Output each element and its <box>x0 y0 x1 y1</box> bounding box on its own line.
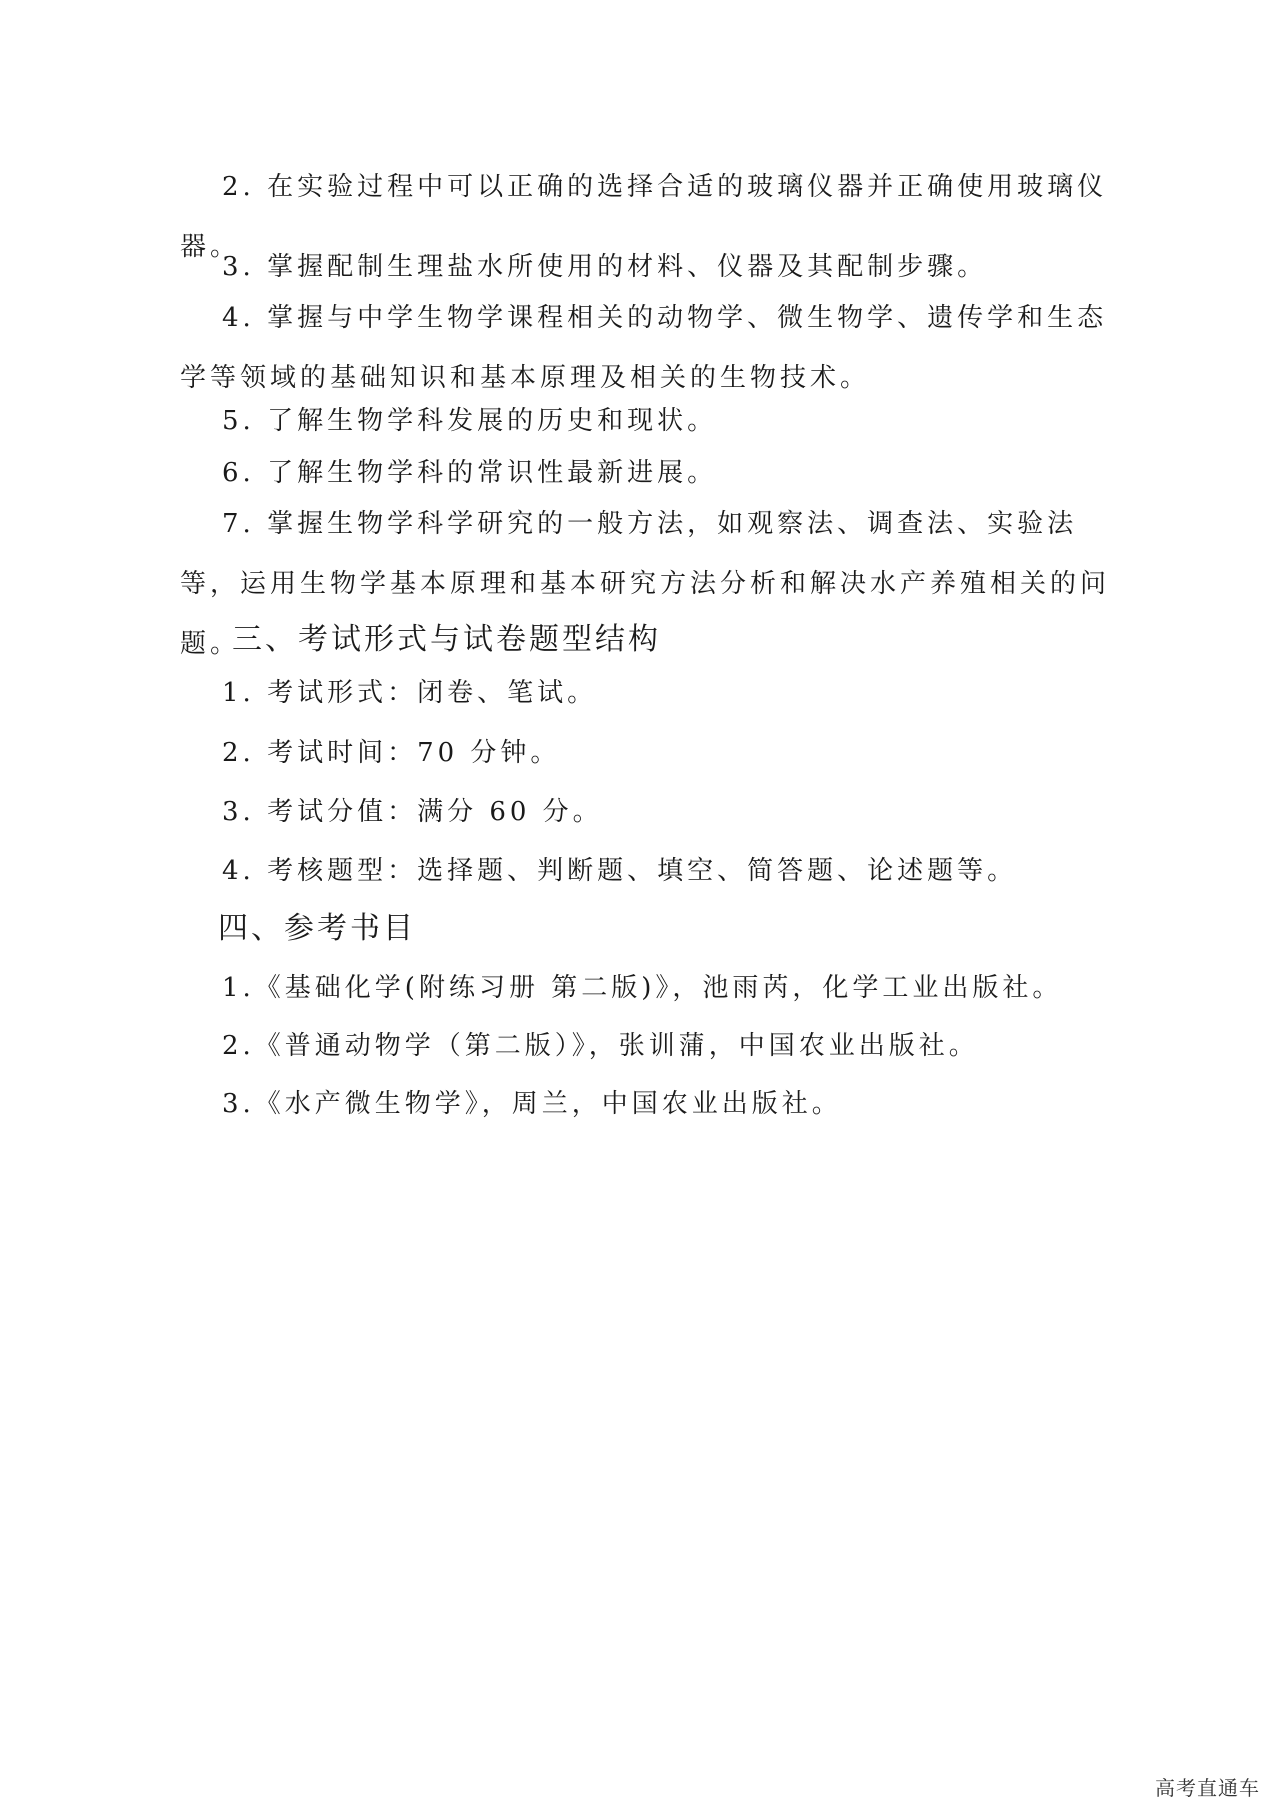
objective-text: 4. 掌握与中学生物学课程相关的动物学、微生物学、遗传学和生态学等领域的基础知识和基本原理及相关的生物技术。 <box>180 303 1108 393</box>
exam-format-item: 1. 考试形式：闭卷、笔试。 <box>222 678 598 708</box>
exam-format-item: 4. 考核题型：选择题、判断题、填空、简答题、论述题等。 <box>222 856 1018 886</box>
reference-item: 3.《水产微生物学》，周兰，中国农业出版社。 <box>222 1089 842 1119</box>
section-heading-exam-format: 三、考试形式与试卷题型结构 <box>232 622 661 657</box>
objective-paragraph-5 <box>180 391 1120 451</box>
reference-item: 2.《普通动物学（第二版）》，张训蒲，中国农业出版社。 <box>222 1031 979 1061</box>
objective-text: 6. 了解生物学科的常识性最新进展。 <box>222 458 718 488</box>
exam-format-item: 3. 考试分值：满分 60 分。 <box>222 797 603 827</box>
objective-paragraph-4 <box>180 288 1120 408</box>
objective-text: 5. 了解生物学科发展的历史和现状。 <box>222 406 718 436</box>
exam-format-item: 2. 考试时间：70 分钟。 <box>222 738 561 768</box>
watermark-text: 高考直通车 <box>1155 1776 1260 1800</box>
objective-text: 3. 掌握配制生理盐水所使用的材料、仪器及其配制步骤。 <box>222 252 988 282</box>
reference-item: 1.《基础化学(附练习册 第二版)》，池雨芮，化学工业出版社。 <box>222 973 1063 1003</box>
section-heading-references: 四、参考书目 <box>218 911 416 946</box>
objective-text: 7. 掌握生物学科学研究的一般方法，如观察法、调查法、实验法等，运用生物学基本原理和基本研究方法分析和解决水产养殖相关的问题。 <box>180 509 1111 659</box>
objective-text: 2. 在实验过程中可以正确的选择合适的玻璃仪器并正确使用玻璃仪器。 <box>180 172 1108 262</box>
